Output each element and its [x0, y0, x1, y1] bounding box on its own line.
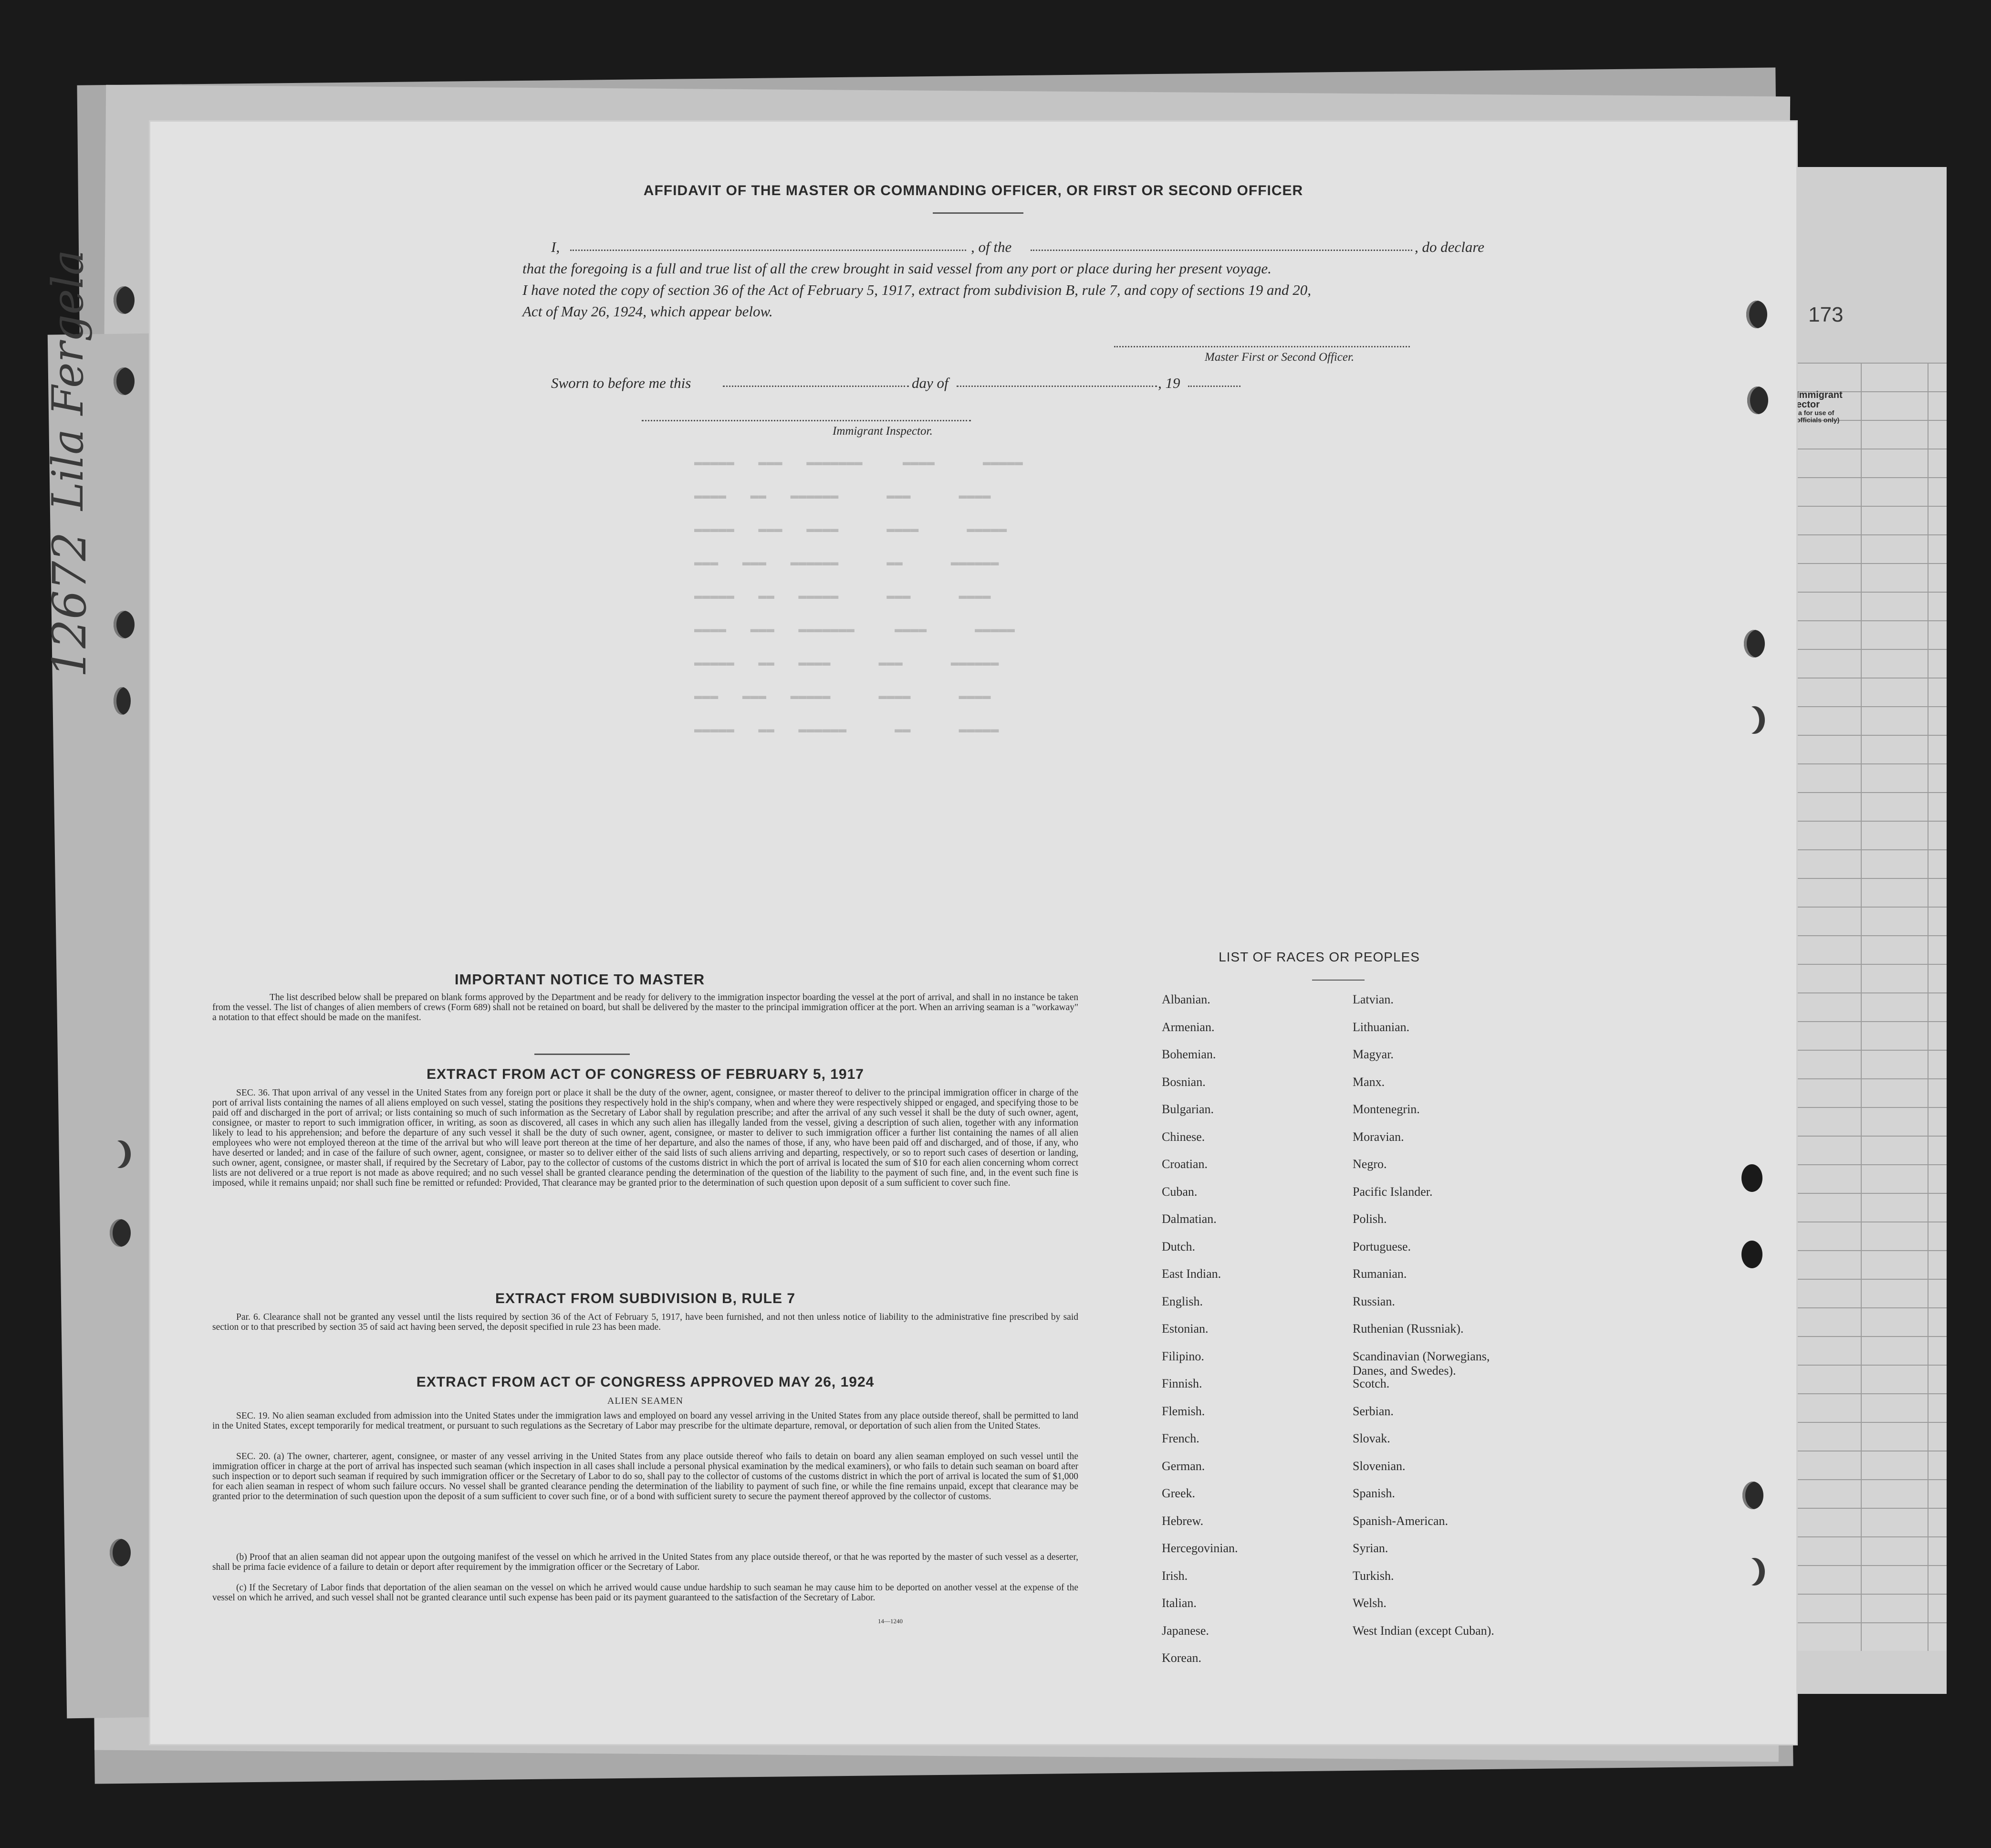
ruled-grid-strip: [1794, 363, 1947, 1651]
sworn-label: Sworn to before me this: [551, 375, 691, 391]
race-item: Scandinavian (Norwegians, Danes, and Swedes).: [1353, 1349, 1490, 1378]
race-item: Scotch.: [1353, 1377, 1390, 1390]
binder-hole: [114, 611, 135, 638]
affidavit-declare: , do declare: [1415, 239, 1485, 255]
affidavit-line-4: Act of May 26, 1924, which appear below.: [522, 303, 773, 320]
race-item: Japanese.: [1162, 1623, 1209, 1638]
sworn-day-field[interactable]: [723, 386, 909, 387]
binder-hole: [110, 1539, 131, 1566]
binder-hole: [114, 687, 131, 715]
binder-hole: [110, 1140, 131, 1168]
divider: [534, 1054, 630, 1055]
header-note: ia for use of officials only): [1796, 409, 1840, 424]
race-item: Finnish.: [1162, 1377, 1202, 1390]
sec-19-text: SEC. 19. No alien seaman excluded from admission into the United States under the immigration laws and employed on board any vessel arriving in the United States from any place outside thereof, shall be permitted to land in the United States, except temporarily for medical treatment, or pursuant to such regulations as the Secretary of Labor may prescribe for the ultimate departure, removal, or deportation of such alien from the United States.: [212, 1411, 1078, 1431]
extract-1924-title: EXTRACT FROM ACT OF CONGRESS APPROVED MAY 26, 1924: [416, 1374, 875, 1390]
bleed-through-text: ▬▬▬▬▬ ▬▬▬ ▬▬▬▬▬▬▬ ▬▬▬▬ ▬▬▬▬▬ ▬▬▬▬ ▬▬ ▬▬▬▬▬▬ ▬▬▬ ▬▬▬▬ ▬▬▬▬▬ ▬▬▬ ▬▬▬▬ ▬▬▬▬ ▬▬▬▬▬ ▬▬▬ ▬▬▬ ▬▬▬▬▬▬ ▬▬ ▬▬▬▬▬▬ ▬▬▬▬▬ ▬▬ ▬▬▬▬▬ ▬▬▬ ▬▬▬▬ ▬▬▬▬ ▬▬▬ ▬▬▬▬▬▬▬ ▬▬▬▬ ▬▬▬▬▬ ▬▬▬▬▬ ▬▬ ▬▬▬▬ ▬▬▬ ▬▬▬▬▬▬ ▬▬▬ ▬▬▬ ▬▬▬▬▬ ▬▬▬▬ ▬▬▬▬ ▬▬▬▬▬ ▬▬ ▬▬▬▬▬▬ ▬▬ ▬▬▬▬▬: [694, 455, 1023, 737]
race-item: Hercegovinian.: [1162, 1541, 1238, 1555]
sworn-month-field[interactable]: [957, 386, 1157, 387]
race-item: English.: [1162, 1294, 1203, 1308]
sec-20c-text: (c) If the Secretary of Labor finds that deportation of the alien seaman on the vessel on which he arrived would cause undue hardship to such seaman he may cause him to be deported on another vessel at the expense of the vessel on which he arrived, and such vessel shall not be granted clearance until such expense has been paid or its payment guaranteed to the satisfaction of the Secretary of Labor.: [212, 1583, 1078, 1603]
race-item: Portuguese.: [1353, 1239, 1411, 1253]
race-item: Latvian.: [1353, 992, 1394, 1006]
extract-rule7-text: Par. 6. Clearance shall not be granted any vessel until the lists required by section 36 of the Act of February 5, 1917, have been furnished, and not then unless notice of liability to the administrative fine prescribed by said section or to that prescribed by section 35 of said act having been served, the deposit specified in rule 23 has been made.: [212, 1312, 1078, 1332]
race-item: German.: [1162, 1459, 1205, 1473]
race-item: Rumanian.: [1353, 1267, 1407, 1281]
handwritten-number: 12672: [43, 532, 96, 678]
race-item: East Indian.: [1162, 1267, 1221, 1281]
race-item: Italian.: [1162, 1596, 1197, 1610]
sheet-number: 173: [1808, 303, 1844, 326]
binder-hole: [110, 1219, 131, 1247]
year-label: , 19: [1158, 375, 1180, 391]
immigrant-inspector-header: [1796, 390, 1843, 424]
race-item: Montenegrin.: [1353, 1102, 1420, 1116]
race-item: Dutch.: [1162, 1239, 1196, 1253]
extract-rule7-title: EXTRACT FROM SUBDIVISION B, RULE 7: [495, 1291, 796, 1306]
divider: [1312, 980, 1365, 981]
race-item: Cuban.: [1162, 1184, 1198, 1199]
binder-hole: [1747, 386, 1768, 414]
binder-hole: [1744, 706, 1765, 734]
affidavit-line-2: that the foregoing is a full and true list of all the crew brought in said vessel from any port or place during her present voyage.: [522, 260, 1272, 277]
race-item: Hebrew.: [1162, 1514, 1204, 1528]
race-item: Armenian.: [1162, 1020, 1215, 1034]
race-item: Turkish.: [1353, 1568, 1394, 1583]
races-title: LIST OF RACES OR PEOPLES: [1219, 950, 1420, 964]
race-item: Filipino.: [1162, 1349, 1204, 1363]
vessel-name-field[interactable]: [1031, 250, 1412, 251]
notice-text: The list described below shall be prepared on blank forms approved by the Department and be ready for delivery to the immigration inspector boarding the vessel at the port of arrival, and shall in no instance be taken from the vessel. The list of changes of alien members of crews (Form 689) shall not be retained on board, but shall be delivered by the master to the principal immigration officer at the port. When an arriving seaman is a "workaway" a notation to that effect should be made on the manifest.: [212, 992, 1078, 1023]
manifest-page: [150, 122, 1796, 1744]
form-number: 14—1240: [878, 1618, 903, 1625]
race-item: Spanish.: [1353, 1486, 1395, 1500]
race-item: Dalmatian.: [1162, 1212, 1217, 1226]
race-item: Negro.: [1353, 1157, 1387, 1171]
race-item: French.: [1162, 1431, 1199, 1445]
race-item: Ruthenian (Russniak).: [1353, 1322, 1464, 1336]
race-item: Pacific Islander.: [1353, 1184, 1433, 1199]
sec-20a-text: SEC. 20. (a) The owner, charterer, agent, consignee, or master of any vessel arriving in the United States from any place outside thereof who fails to detain on board any alien seaman employed on such vessel until the immigration officer in charge at the port of arrival has inspected such seaman (which inspection in all cases shall include a personal physical examination by the medical examiners), or who fails to detain such seaman on board after such inspection or to deport such seaman if required by such immigration officer or the Secretary of Labor to do so, shall pay to the collector of customs of the customs district in which the port of arrival is located the sum of $1,000 for each alien seaman in respect of whom such failure occurs. No vessel shall be granted clearance pending the determination of the liability to payment of such fine, or while the fine remains unpaid, except that clearance may be granted prior to the determination of such question upon the deposit of a sum sufficient to cover such fine, or of a bond with sufficient surety to secure the payment thereof approved by the collector of customs.: [212, 1451, 1078, 1502]
race-item: Polish.: [1353, 1212, 1387, 1226]
race-item: Bohemian.: [1162, 1047, 1216, 1061]
race-item: Bosnian.: [1162, 1075, 1206, 1089]
race-item: Chinese.: [1162, 1129, 1205, 1144]
header-immigrant: Immigrant: [1796, 390, 1843, 400]
inspector-caption: Immigrant Inspector.: [833, 425, 933, 438]
header-inspector: ector: [1796, 399, 1820, 410]
race-item: Serbian.: [1353, 1404, 1394, 1418]
inspector-signature-field[interactable]: [642, 420, 971, 421]
master-name-field[interactable]: [570, 250, 966, 251]
race-item: Flemish.: [1162, 1404, 1205, 1418]
binder-hole: [114, 286, 135, 314]
race-item: Spanish-American.: [1353, 1514, 1449, 1528]
alien-seamen-subtitle: ALIEN SEAMEN: [607, 1396, 684, 1406]
race-item: Welsh.: [1353, 1596, 1386, 1610]
master-signature-caption: Master First or Second Officer.: [1205, 351, 1355, 364]
extract-1917-text: SEC. 36. That upon arrival of any vessel in the United States from any foreign port or place it shall be the duty of the owner, agent, consignee, or master thereof to deliver to the principal immigration officer in charge of the port of arrival lists containing the names of all aliens employed on such vessel, stating the positions they respectively hold in the ship's company, when and where they were respectively shipped or engaged, and specifying those to be paid off and discharged in the port of arrival; or lists containing so much of such information as the Secretary of Labor shall by regulation prescribe; and after the arrival of any such vessel it shall be the duty of such owner, agent, consignee, or master to report to such immigration officer, in writing, as soon as discovered, all cases in which any such alien has illegally landed from the vessel, giving a description of such alien, together with any information likely to lead to his apprehension; and before the departure of any such vessel it shall be the duty of such owner, agent, consignee, or master to deliver to such immigration officer a further list containing the names of all alien employees who were not employed thereon at the time of the arrival but who will leave port thereon at the time of her departure, and also the names of those, if any, who have been paid off and discharged, and of those, if any, who have deserted or landed; and in case of the failure of such owner, agent, consignee, or master so to deliver either of the said lists of such aliens arriving and departing, respectively, or so to report such cases of desertion or landing, such owner, agent, consignee, or master shall, if required by the Secretary of Labor, pay to the collector of customs of the customs district in which the port of arrival is located the sum of $10 for each alien concerning whom correct lists are not delivered or a true report is not made as above required; and no such vessel shall be granted clearance pending the determination of the question of the liability to the payment of such fine, and, in the event such fine is imposed, while it remains unpaid; nor shall such fine be remitted or refunded: Provided, That clearance may be granted prior to the determination of such question upon deposit of a sum sufficient to cover such fine.: [212, 1088, 1078, 1188]
handwritten-name: Lila Fergela: [43, 250, 93, 511]
race-item: Estonian.: [1162, 1322, 1209, 1336]
divider: [933, 212, 1023, 214]
binder-hole: [1741, 1164, 1762, 1192]
race-item: Slovenian.: [1353, 1459, 1406, 1473]
binder-hole: [114, 367, 135, 395]
sworn-year-field[interactable]: [1188, 386, 1240, 387]
race-item: Russian.: [1353, 1294, 1395, 1308]
race-item: Lithuanian.: [1353, 1020, 1410, 1034]
race-item: Irish.: [1162, 1568, 1188, 1583]
extract-1917-title: EXTRACT FROM ACT OF CONGRESS OF FEBRUARY 5, 1917: [427, 1066, 864, 1082]
affidavit-of-the: , of the: [971, 239, 1012, 255]
race-item: Croatian.: [1162, 1157, 1208, 1171]
binder-hole: [1746, 301, 1767, 328]
race-item: Magyar.: [1353, 1047, 1394, 1061]
affidavit-i: I,: [551, 239, 560, 255]
race-item: Manx.: [1353, 1075, 1385, 1089]
sec-20b-text: (b) Proof that an alien seaman did not appear upon the outgoing manifest of the vessel on which he arrived in the United States from any place outside thereof, or that he was reported by the master of such vessel as a deserter, shall be prima facie evidence of a failure to detain or deport after requirement by the immigration officer or the Secretary of Labor.: [212, 1552, 1078, 1572]
race-item: Bulgarian.: [1162, 1102, 1214, 1116]
affidavit-title: AFFIDAVIT OF THE MASTER OR COMMANDING OFFICER, OR FIRST OR SECOND OFFICER: [643, 183, 1303, 198]
race-item: Albanian.: [1162, 992, 1210, 1006]
race-item: Syrian.: [1353, 1541, 1388, 1555]
day-of-label: day of: [912, 375, 949, 391]
race-item: Slovak.: [1353, 1431, 1390, 1445]
notice-title: IMPORTANT NOTICE TO MASTER: [454, 971, 705, 988]
race-item: Moravian.: [1353, 1129, 1404, 1144]
race-item: Greek.: [1162, 1486, 1196, 1500]
binder-hole: [1741, 1241, 1762, 1268]
master-signature-field[interactable]: [1114, 346, 1410, 347]
binder-hole: [1744, 1558, 1765, 1586]
binder-hole: [1742, 1482, 1763, 1509]
race-item: Korean.: [1162, 1651, 1202, 1665]
affidavit-line-3: I have noted the copy of section 36 of the Act of February 5, 1917, extract from subdivision B, rule 7, and copy of sections 19 and 20,: [522, 282, 1312, 298]
binder-hole: [1744, 630, 1765, 658]
race-item: West Indian (except Cuban).: [1353, 1623, 1494, 1638]
